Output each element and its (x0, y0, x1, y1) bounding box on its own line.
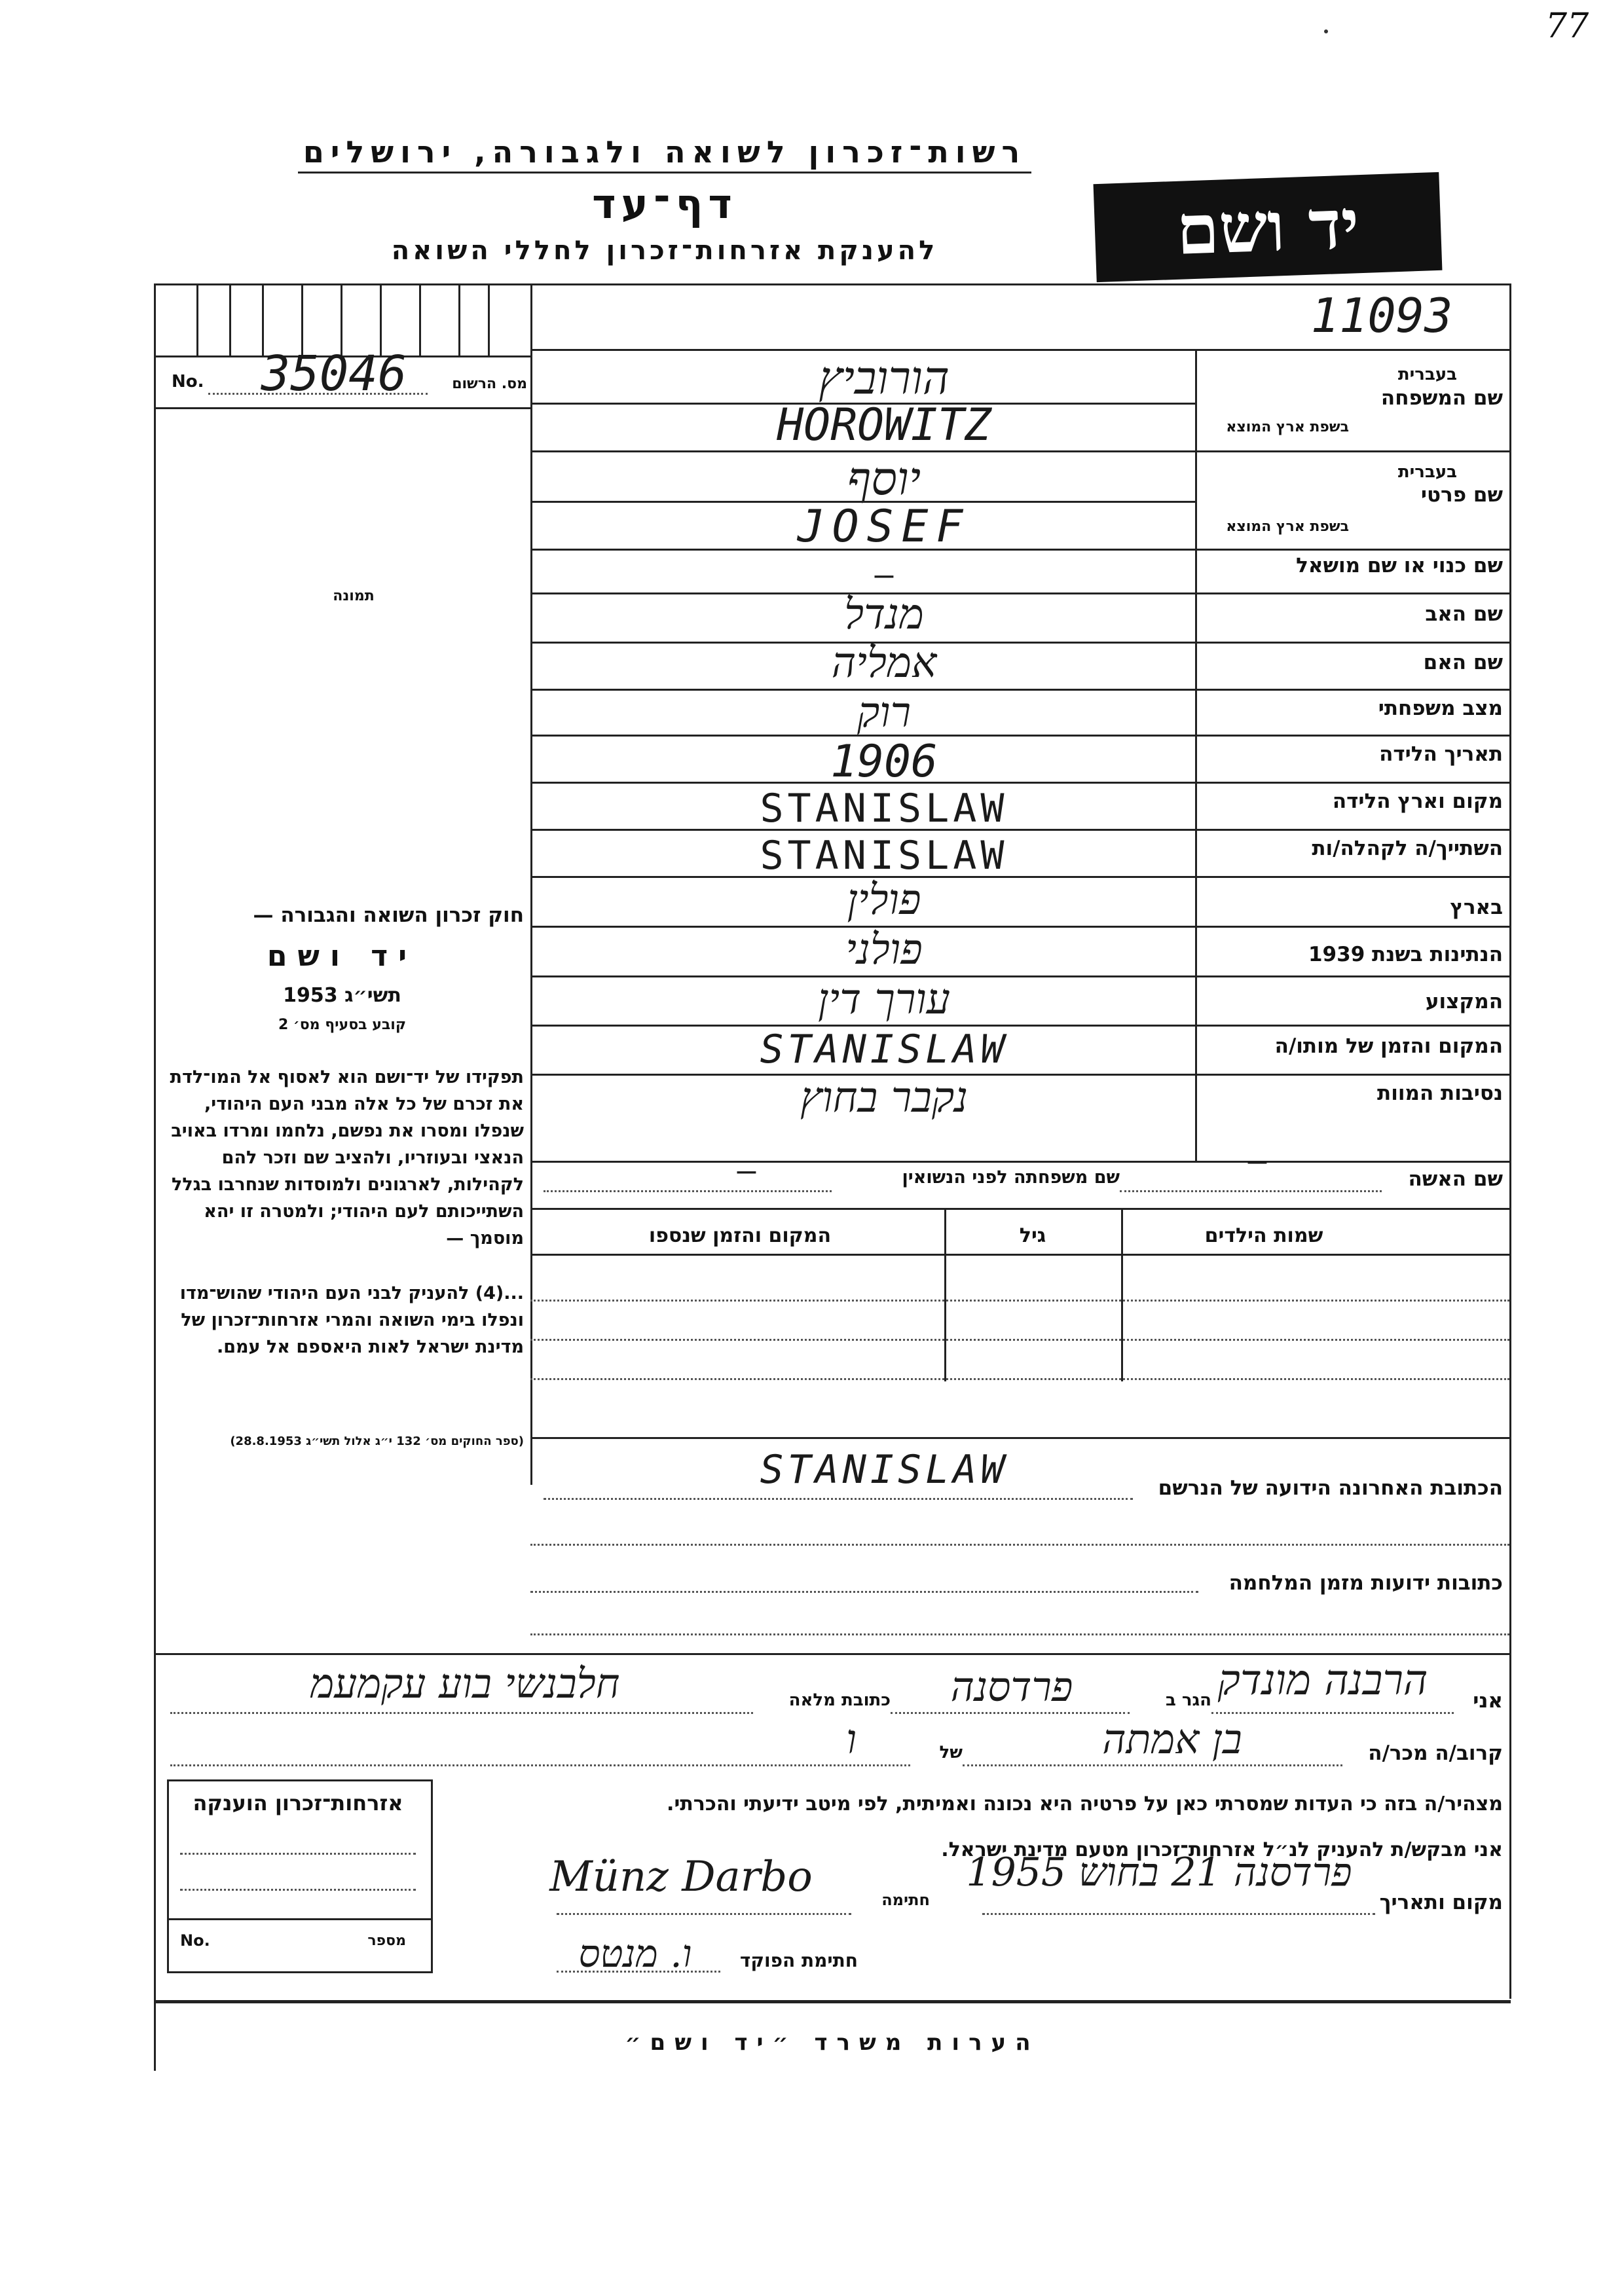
request-text: אני מבקש/ת להעניק לנ״ל אזרחות־זכרון מטעם מדינת ישראל. (941, 1838, 1503, 1861)
war-address-label: כתובות ידועות מזמן המלחמה (1228, 1571, 1503, 1595)
birthplace-label: מקום וארץ הלידה (1332, 790, 1503, 813)
box-number-label: מספר (367, 1933, 406, 1949)
law-year: תשי״ג 1953 (283, 984, 401, 1007)
yad-vashem-logo: יד ושם (1094, 172, 1443, 282)
citizenship-granted-title: אזרחות־זכרון הוענקה (193, 1791, 403, 1815)
hebrew-label-1: בעברית (1397, 365, 1457, 384)
registration-number: 35046 (261, 346, 407, 402)
table-row (530, 1378, 1509, 1380)
stray-dot (1324, 29, 1328, 33)
law-paragraph-2: ...(4) להעניק לבני העם היהודי שהוש־מדו ונפלו בימי השואה והמרי אזרחות־זכרון של מדינת ישראל לאות היאספם אל עמם. (179, 1283, 524, 1357)
father-value: מנדל (844, 591, 924, 639)
residing-label: הגר ב (1165, 1690, 1211, 1710)
profession-label: המקצוע (1425, 990, 1503, 1013)
full-address-value: חלבנשי בוע עקמעמ (310, 1660, 620, 1707)
of-label: של (939, 1743, 963, 1762)
form-subtitle: להענקת אזרחות־זכרון לחללי השואה (391, 236, 938, 266)
signature-value: Münz Darbo (549, 1853, 813, 1901)
authority-name: רשות־זכרון לשואה ולגבורה, ירושלים (303, 134, 1027, 170)
first-name-hebrew: יוסף (847, 452, 921, 505)
community-label: השתייך/ה לקהלה/ות (1312, 837, 1503, 860)
death-circumstances-value: נקבר בחוץ (800, 1074, 969, 1122)
box-no-label: No. (180, 1931, 210, 1950)
signature-label: חתימה (881, 1891, 930, 1909)
family-name-label: שם המשפחה (1380, 386, 1503, 410)
header-underline (298, 172, 1031, 173)
nickname-value: — (874, 556, 894, 593)
law-clause: קובע בסעיף מס׳ 2 (278, 1017, 407, 1033)
officer-signature-label: חתימת הפוקד (739, 1950, 858, 1971)
officer-signature-value: ו. מנטס (578, 1931, 692, 1976)
place-date-label: מקום ותאריך (1379, 1891, 1503, 1914)
citizenship-label: הנתינות בשנת 1939 (1308, 943, 1503, 966)
family-name-hebrew: הורוביץ (819, 351, 950, 405)
relative-label: קרוב/ה מכר/ה (1368, 1741, 1503, 1765)
page-number: 77 (1545, 7, 1589, 46)
death-place-label: המקום והזמן של מותו/ה (1274, 1034, 1503, 1058)
marital-value: רוק (857, 689, 912, 737)
death-circumstances-label: נסיבות המוות (1377, 1082, 1503, 1105)
birthdate-label: תאריך הלידה (1379, 742, 1503, 766)
last-address-value: STANISLAW (760, 1447, 1008, 1493)
table-row (530, 1339, 1509, 1341)
full-address-label: כתובת מלאה (788, 1690, 891, 1710)
file-number: 11093 (1310, 288, 1453, 343)
law-name: יד ושם (267, 939, 418, 973)
frame-top (154, 283, 1511, 285)
children-age-header: גיל (1019, 1224, 1046, 1247)
declaration-text: מצהיר/ה בזה כי העדות שמסרתי כאן על פרטיה היא נכונה ואמיתית, לפי מיטב ידיעתי והכרתי. (667, 1793, 1503, 1815)
left-column-divider (530, 283, 532, 1485)
birthdate-value: 1906 (830, 736, 938, 788)
profession-value: עורך דין (818, 975, 950, 1024)
father-label: שם האב (1425, 602, 1503, 626)
place-date-value: פרדסנה 21 בחוש 1955 (966, 1850, 1352, 1895)
wife-maiden-label: שם משפחתה לפני הנשואין (902, 1167, 1120, 1188)
law-citation: (ספר החוקים מס׳ 132 י״ג אלול תשי״ג 28.8.1953) (230, 1434, 524, 1448)
origin-lang-label-2: בשפת ארץ המוצא (1226, 519, 1349, 535)
mother-value: אמליה (831, 639, 937, 687)
hebrew-label-2: בעברית (1397, 462, 1457, 482)
wife-maiden-value: — (737, 1152, 756, 1189)
origin-lang-label-1: בשפת ארץ המוצא (1226, 419, 1349, 435)
death-place-value: STANISLAW (760, 1027, 1008, 1072)
law-title: חוק זכרון השואה והגבורה — (253, 903, 524, 927)
family-name-origin: HOROWITZ (777, 399, 991, 451)
declarant-name: הרבנה מונדק (1217, 1656, 1428, 1705)
frame-right (1509, 283, 1511, 1999)
form-title: דף־עד (592, 180, 737, 228)
law-paragraph-1: תפקידו של יד־ושם הוא לאסוף אל המו־לדת את זכרם של כל אלה מבני העם היהודי, שנפלו ומסרו את נפשם, נלחמו ומרדו באויב הנאצי ובעוזריו, ולהציב שם וזכר להם לקהילות, לארגונים ולמוסדות שנחרבו בגלל השתייכותם לעם היהודי; ולמטרה זו יהא מוסמך — (170, 1067, 524, 1248)
mother-label: שם האם (1423, 651, 1503, 674)
first-name-origin: JOSEF (797, 501, 971, 553)
relative-value: בן אמתה (1102, 1715, 1242, 1763)
community-value: STANISLAW (760, 833, 1008, 879)
of-value: ו (846, 1715, 857, 1763)
wife-value: — (1247, 1142, 1267, 1179)
photo-label: תמונה (333, 588, 375, 604)
frame-left (154, 283, 156, 2071)
no-label: No. (172, 372, 204, 392)
country-value: פולין (847, 876, 921, 924)
declarant-i-label: אני (1473, 1689, 1503, 1713)
label-column-divider (1195, 349, 1197, 1161)
nickname-label: שם כנוי או שם מושאל (1296, 554, 1503, 577)
residing-value: פרדסנה (950, 1663, 1073, 1711)
citizenship-value: פולני (845, 926, 923, 974)
children-place-header: המקום והזמן שנספו (648, 1224, 832, 1247)
reg-label: מס. הרשום (452, 376, 527, 392)
wife-label: שם האשה (1408, 1167, 1503, 1191)
marital-label: מצב משפחתי (1378, 697, 1503, 720)
birthplace-value: STANISLAW (760, 786, 1008, 831)
last-address-label: הכתובת האחרונה הידועה של הנרשם (1158, 1476, 1503, 1500)
country-label: בארץ (1450, 896, 1503, 919)
children-names-header: שמות הילדים (1204, 1224, 1323, 1247)
office-remarks: הערות משרד ״יד ושם״ (625, 2030, 1040, 2056)
table-row (530, 1300, 1509, 1302)
first-name-label: שם פרטי (1420, 483, 1503, 507)
